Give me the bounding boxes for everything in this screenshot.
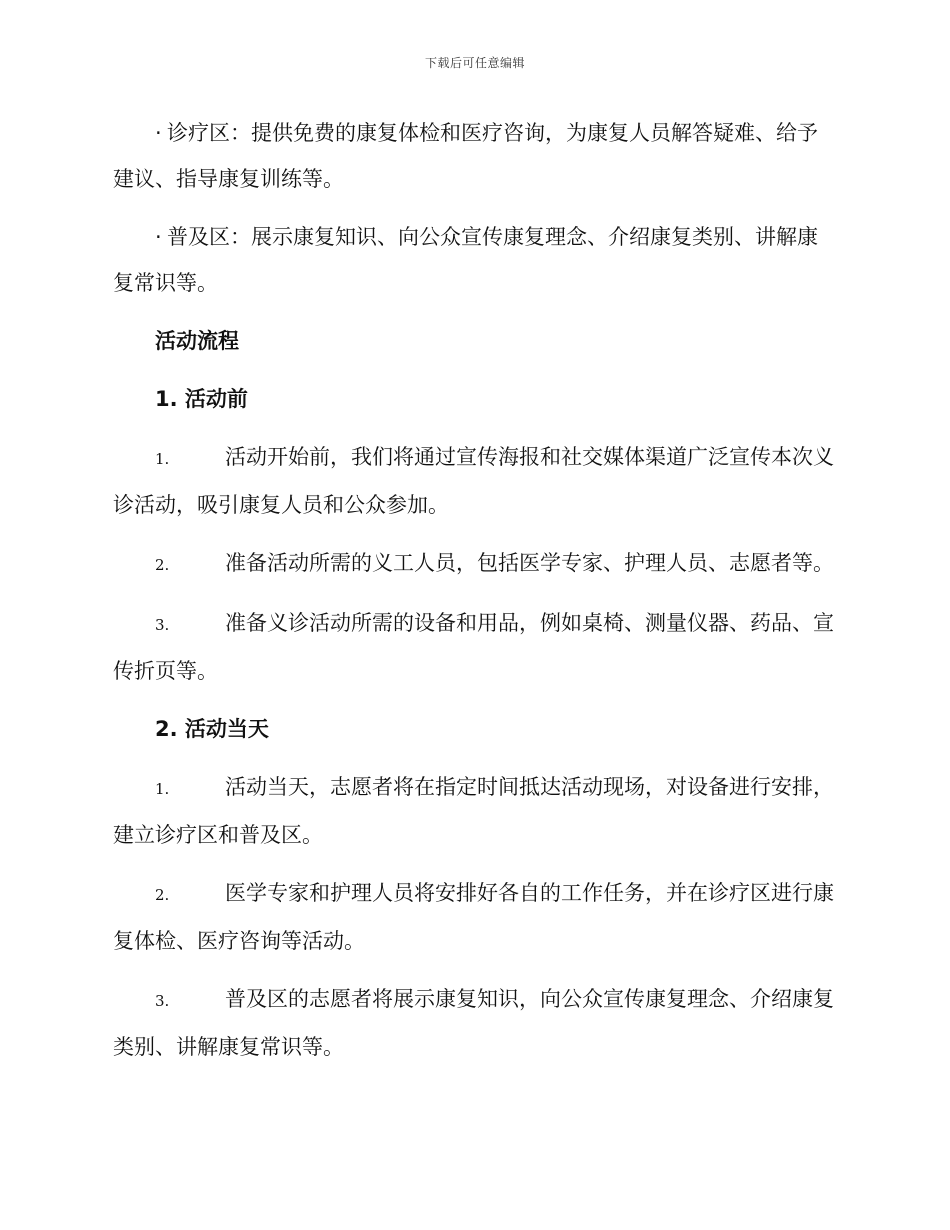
subsection-title-day: 2. 活动当天: [155, 717, 269, 741]
list-item-text: 准备活动所需的义工人员，包括医学专家、护理人员、志愿者等。: [225, 551, 834, 575]
list-item: [113, 976, 835, 1070]
list-item: [113, 764, 835, 858]
list-item-text: 医学专家和护理人员将安排好各自的工作任务，并在诊疗区进行康复体检、医疗咨询等活动。: [113, 881, 834, 953]
bullet-marker: ·: [155, 225, 162, 249]
list-item: [113, 434, 835, 528]
list-item: [113, 600, 835, 694]
subsection-title-before: 1. 活动前: [155, 387, 248, 411]
list-item-number: 3.: [155, 992, 170, 1010]
list-item-text: 准备义诊活动所需的设备和用品，例如桌椅、测量仪器、药品、宣传折页等。: [113, 611, 834, 683]
document-body: [113, 110, 835, 1082]
header-note: 下载后可任意编辑: [424, 56, 525, 70]
section-title-process: 活动流程: [155, 329, 239, 353]
list-item-text: 普及区的志愿者将展示康复知识，向公众宣传康复理念、介绍康复类别、讲解康复常识等。: [113, 987, 834, 1059]
list-item-number: 1.: [155, 780, 170, 798]
list-item: [113, 870, 835, 964]
list-item-number: 1.: [155, 450, 170, 468]
list-item-number: 2.: [155, 886, 170, 904]
list-item: [113, 540, 835, 588]
list-item-number: 2.: [155, 556, 170, 574]
bullet-marker: ·: [155, 121, 162, 145]
list-item-text: 活动当天，志愿者将在指定时间抵达活动现场，对设备进行安排，建立诊疗区和普及区。: [113, 775, 834, 847]
list-item-number: 3.: [155, 616, 170, 634]
bullet-text-education: 普及区：展示康复知识、向公众宣传康复理念、介绍康复类别、讲解康复常识等。: [113, 225, 818, 295]
bullet-text-clinic: 诊疗区：提供免费的康复体检和医疗咨询，为康复人员解答疑难、给予建议、指导康复训练等。: [113, 121, 818, 191]
bullet-paragraph-education: [113, 214, 835, 306]
list-item-text: 活动开始前，我们将通过宣传海报和社交媒体渠道广泛宣传本次义诊活动，吸引康复人员和公众参加。: [113, 445, 834, 517]
bullet-paragraph-clinic: [113, 110, 835, 202]
